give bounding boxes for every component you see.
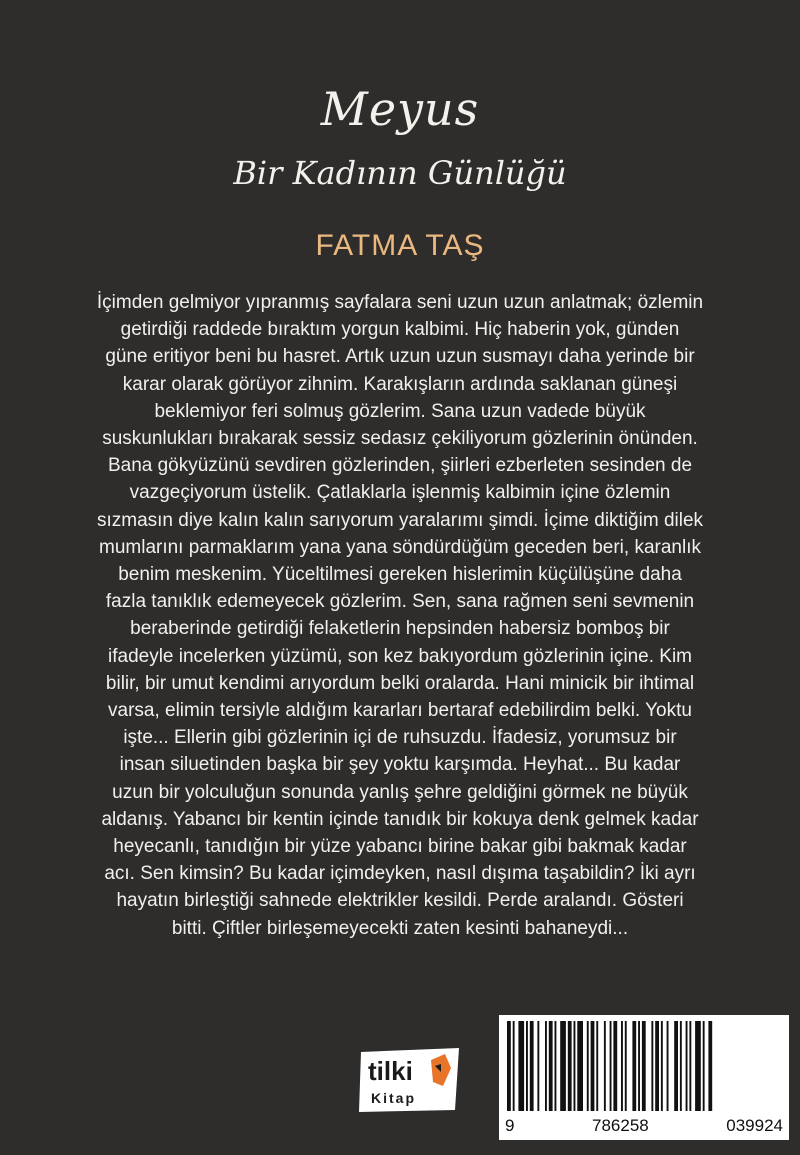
barcode-bar	[513, 1021, 515, 1111]
barcode-bar	[530, 1021, 534, 1111]
barcode-bar	[568, 1021, 572, 1111]
blurb-line: işte... Ellerin gibi gözlerinin içi de ruhsuzdu. İfadesiz, yorumsuz bir	[123, 727, 677, 749]
barcode-bar	[507, 1021, 511, 1111]
barcode-bar	[591, 1021, 595, 1111]
barcode-bar	[703, 1021, 705, 1111]
barcode-bar	[642, 1021, 646, 1111]
barcode-bar	[526, 1021, 528, 1111]
blurb-line: sızmasın diye kalın kalın sarıyorum yaralarımı şimdi. İçime diktiğim dilek	[96, 509, 704, 531]
barcode-bar	[545, 1021, 547, 1111]
blurb-line: benim meskenim. Yüceltilmesi gereken hislerimin küçülüşüne daha	[118, 564, 682, 586]
publisher-logo	[355, 1046, 465, 1114]
blurb-line: getirdiği raddede bıraktım yorgun kalbimi. Hiç haberin yok, günden	[120, 319, 680, 341]
blurb-line: bilir, bir umut kendimi arıyordum belki oralarda. Hani minicik bir ihtimal	[105, 672, 695, 694]
barcode-digit-first: 9	[505, 1116, 515, 1135]
blurb-line: ifadeyle incelerken yüzümü, son kez bakıyordum gözlerinin içine. Kim	[108, 645, 692, 667]
book-subtitle: Bir Kadının Günlüğü	[233, 154, 567, 192]
barcode-bar	[577, 1021, 583, 1111]
logo-text-bottom: Kitap	[371, 1090, 416, 1106]
blurb-line: varsa, elimin tersiyle aldığım kararları bertaraf edebilirdim belki. Yoktu	[108, 700, 692, 722]
barcode-bar	[661, 1021, 663, 1111]
blurb-line: Bana gökyüzünü sevdiren gözlerinden, şiirleri ezberleten sesinden de	[107, 455, 693, 477]
barcode-digit-group-1: 786258	[592, 1116, 649, 1135]
barcode-bar	[560, 1021, 566, 1111]
blurb-line: karar olarak görüyor zihnim. Karakışların ardında saklanan güneşi	[122, 373, 678, 395]
blurb-line: uzun bir yolculuğun sonunda yanlış şehre geldiğini görmek ne büyük	[112, 781, 688, 803]
blurb-line: hayatın birleştiği sahnede elektrikler kesildi. Perde aralandı. Gösteri	[116, 890, 684, 912]
barcode-bar	[667, 1021, 669, 1111]
barcode	[499, 1015, 789, 1140]
barcode-bar	[655, 1021, 659, 1111]
barcode-digits	[505, 1116, 783, 1136]
book-title: Meyus	[320, 82, 480, 136]
barcode-bar	[632, 1021, 636, 1111]
blurb-line: aldanış. Yabancı bir kentin içinde tanıdık bir kokuya denk gelmek kadar	[101, 808, 699, 830]
barcode-bar	[610, 1021, 612, 1111]
barcode-bar	[625, 1021, 627, 1111]
blurb-line: güne eritiyor beni bu hasret. Artık uzun uzun susmayı daha yerinde bir	[105, 346, 695, 368]
blurb-text	[50, 289, 750, 942]
barcode-bar	[686, 1021, 688, 1111]
blurb-line: beklemiyor feri solmuş gözlerim. Sana uzun vadede büyük	[154, 400, 646, 422]
barcode-bar	[518, 1021, 524, 1111]
barcode-bars	[499, 1015, 789, 1115]
barcode-bar	[604, 1021, 606, 1111]
barcode-bar	[674, 1021, 678, 1111]
logo-text-top: tilki	[368, 1056, 413, 1086]
blurb-line: İçimden gelmiyor yıpranmış sayfalara seni uzun uzun anlatmak; özlemin	[96, 292, 704, 313]
barcode-bar	[680, 1021, 682, 1111]
blurb-line: mumlarını parmaklarım yana yana söndürdüğüm geceden beri, karanlık	[99, 536, 701, 558]
blurb-line: fazla tanıklık edemeyecek gözlerim. Sen, sana rağmen seni sevmenin	[105, 591, 695, 613]
barcode-bar	[651, 1021, 653, 1111]
blurb-line: bitti. Çiftler birleşemeyecekti zaten kesinti bahaneydi...	[171, 917, 629, 939]
blurb-line: suskunlukları bırakarak sessiz sedasız çekiliyorum gözlerinin önünden.	[102, 428, 698, 450]
barcode-bar	[587, 1021, 589, 1111]
blurb-line: beraberinde getirdiği felaketlerin hepsinden habersiz bomboş bir	[130, 618, 670, 640]
blurb-line: acı. Sen kimsin? Bu kadar içimdeyken, nasıl dışıma taşabildin? İki ayrı	[104, 863, 696, 885]
barcode-bar	[574, 1021, 576, 1111]
barcode-bar	[596, 1021, 598, 1111]
barcode-bar	[555, 1021, 557, 1111]
barcode-bar	[689, 1021, 691, 1111]
barcode-bar	[549, 1021, 553, 1111]
barcode-bar	[621, 1021, 623, 1111]
barcode-bar	[708, 1021, 712, 1111]
blurb-line: vazgeçiyorum üstelik. Çatlaklarla işlenmiş kalbimin içine özlemin	[129, 482, 671, 504]
barcode-bar	[537, 1021, 539, 1111]
blurb-line: heyecanlı, tanıdığın bir yüze yabancı birine bakar gibi bakmak kadar	[113, 836, 687, 858]
barcode-digit-group-2: 039924	[726, 1116, 783, 1135]
barcode-bar	[695, 1021, 701, 1111]
barcode-bar	[638, 1021, 640, 1111]
barcode-bar	[613, 1021, 617, 1111]
blurb-line: insan siluetinden başka bir şey yoktu karşımda. Heyhat... Bu kadar	[119, 754, 681, 776]
author-name: FATMA TAŞ	[315, 229, 485, 262]
